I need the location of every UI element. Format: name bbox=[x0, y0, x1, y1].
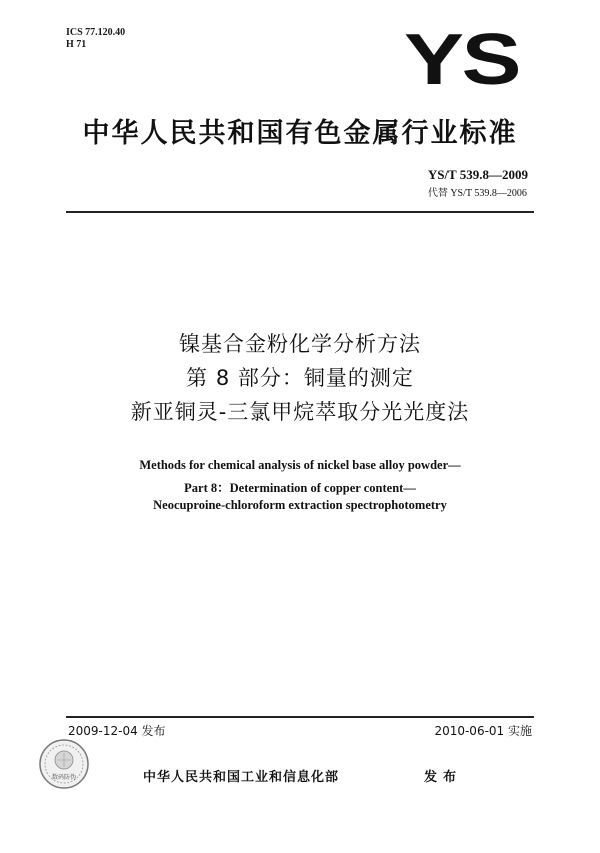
issuing-authority: 中华人民共和国工业和信息化部 bbox=[143, 770, 340, 785]
anti-counterfeit-seal-icon bbox=[38, 738, 90, 790]
title-en-line1: Methods for chemical analysis of nickel base alloy powder— bbox=[139, 458, 461, 472]
top-divider bbox=[66, 211, 534, 213]
industry-standard-title: 中华人民共和国有色金属行业标准 bbox=[82, 118, 518, 149]
standard-number: YS/T 539.8—2009 bbox=[427, 167, 528, 182]
title-cn-line1: 镍基合金粉化学分析方法 bbox=[179, 332, 421, 356]
ys-logo: YS bbox=[404, 20, 520, 100]
seal-label: 数码防伪 bbox=[51, 774, 77, 781]
title-cn-line2: 第 8 部分：铜量的测定 bbox=[186, 366, 414, 390]
title-en-line2: Part 8：Determination of copper content— bbox=[184, 481, 416, 495]
ccs-code: H 71 bbox=[66, 39, 87, 50]
title-en-line3: Neocuproine-chloroform extraction spectrophotometry bbox=[153, 498, 447, 512]
ics-code: ICS 77.120.40 bbox=[66, 27, 126, 38]
publish-date: 2009-12-04 发布 bbox=[68, 724, 166, 738]
standard-number-block bbox=[428, 167, 528, 199]
title-cn-line3: 新亚铜灵-三氯甲烷萃取分光光度法 bbox=[130, 400, 470, 424]
classification-codes bbox=[66, 27, 125, 51]
issue-label: 发布 bbox=[424, 770, 463, 785]
effective-date: 2010-06-01 实施 bbox=[434, 724, 532, 738]
bottom-divider bbox=[66, 716, 534, 718]
replaces-standard: 代替 YS/T 539.8—2006 bbox=[427, 188, 527, 199]
